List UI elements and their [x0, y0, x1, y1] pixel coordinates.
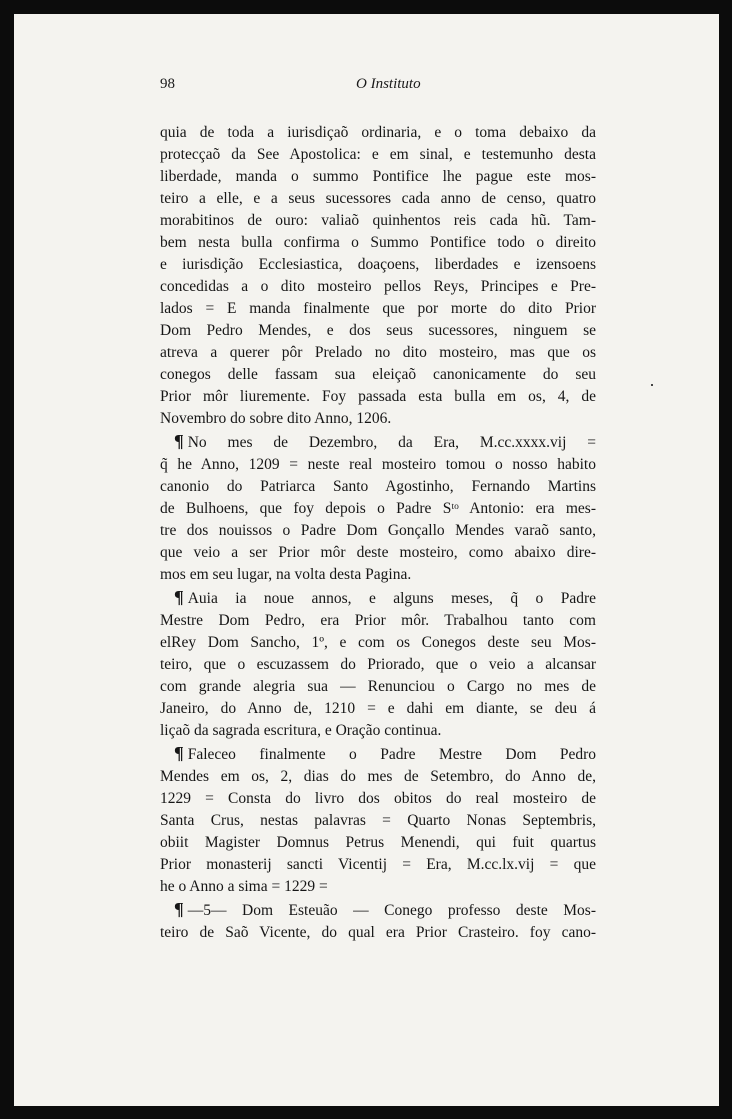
text-line: lados = E manda finalmente que por morte do dito Prior [160, 300, 596, 317]
text-line: Mendes em os, 2, dias do mes de Setembro, do Anno de, [160, 768, 596, 785]
pilcrow-icon: ¶ [174, 899, 184, 919]
text-line-content: Auia ia noue annos, e alguns meses, q̃ o Padre [187, 590, 596, 607]
paragraph [160, 586, 596, 742]
text-line: e iurisdição Ecclesiastica, doaçoens, liberdades e izensoens [160, 256, 596, 273]
running-head [160, 76, 580, 100]
text-line: tre dos nouissos o Padre Dom Gonçallo Mendes varaõ santo, [160, 522, 596, 539]
text-line: he o Anno a sima = 1229 = [160, 878, 328, 895]
text-line: teiro a elle, e a seus sucessores cada anno de censo, quatro [160, 190, 596, 207]
text-line: Dom Pedro Mendes, e dos seus sucessores, ninguem se [160, 322, 596, 339]
paragraph [160, 122, 596, 430]
text-line: q̃ he Anno, 1209 = neste real mosteiro tomou o nosso habito [160, 456, 596, 473]
text-line: atreva a querer pôr Prelado no dito mosteiro, mas que os [160, 344, 596, 361]
text-line [160, 742, 596, 766]
text-line [160, 898, 596, 922]
text-line: obiit Magister Domnus Petrus Menendi, qui fuit quartus [160, 834, 596, 851]
text-line: Janeiro, do Anno de, 1210 = e dahi em diante, se deu á [160, 700, 596, 717]
text-line: de Bulhoens, que foy depois o Padre Sᵗᵒ Antonio: era mes- [160, 500, 596, 517]
text-line: liberdade, manda o summo Pontifice lhe pague este mos- [160, 168, 596, 185]
text-line: Novembro do sobre dito Anno, 1206. [160, 410, 392, 427]
text-line: com grande alegria sua — Renunciou o Cargo no mes de [160, 678, 596, 695]
text-line-content: No mes de Dezembro, da Era, M.cc.xxxx.vij = [187, 434, 596, 451]
text-line: Santa Crus, nestas palavras = Quarto Nonas Septembris, [160, 812, 596, 829]
text-line-content: Faleceo finalmente o Padre Mestre Dom Pedro [187, 746, 596, 763]
text-line: teiro, que o escuzassem do Priorado, que o veio a alcansar [160, 656, 596, 673]
page-number: 98 [160, 76, 175, 92]
pilcrow-icon: ¶ [174, 743, 184, 763]
print-speck [651, 384, 653, 386]
text-line: Prior monasterij sancti Vicentij = Era, M.cc.lx.vij = que [160, 856, 596, 873]
text-line [160, 586, 596, 610]
text-line: Mestre Dom Pedro, era Prior môr. Trabalhou tanto com [160, 612, 596, 629]
book-page [14, 14, 719, 1106]
text-line: liçaõ da sagrada escritura, e Oração continua. [160, 722, 442, 739]
text-line: que veio a ser Prior môr deste mosteiro, como abaixo dire- [160, 544, 596, 561]
text-line: mos em seu lugar, na volta desta Pagina. [160, 566, 412, 583]
text-line: morabitinos de ouro: valiaõ quinhentos reis cada hũ. Tam- [160, 212, 596, 229]
paragraph [160, 898, 596, 944]
text-line-content: —5— Dom Esteuão — Conego professo deste Mos- [187, 902, 596, 919]
body-text [160, 122, 596, 944]
paragraph [160, 742, 596, 898]
text-line: conegos delle fassam sua eleiçaõ canonicamente do seu [160, 366, 596, 383]
text-line: quia de toda a iurisdiçaõ ordinaria, e o toma debaixo da [160, 124, 596, 141]
text-line: canonio do Patriarca Santo Agostinho, Fernando Martins [160, 478, 596, 495]
text-line: bem nesta bulla confirma o Summo Pontifice todo o direito [160, 234, 596, 251]
text-line: protecçaõ da See Apostolica: e em sinal, e testemunho desta [160, 146, 596, 163]
paragraph [160, 430, 596, 586]
text-line: 1229 = Consta do livro dos obitos do real mosteiro de [160, 790, 596, 807]
text-line: teiro de Saõ Vicente, do qual era Prior Crasteiro. foy cano- [160, 924, 596, 941]
text-line: elRey Dom Sancho, 1º, e com os Conegos deste seu Mos- [160, 634, 596, 651]
text-line [160, 430, 596, 454]
text-line: Prior môr liuremente. Foy passada esta bulla em os, 4, de [160, 388, 596, 405]
pilcrow-icon: ¶ [174, 431, 184, 451]
text-line: concedidas a o dito mosteiro pellos Reys, Principes e Pre- [160, 278, 596, 295]
pilcrow-icon: ¶ [174, 587, 184, 607]
running-title: O Instituto [356, 76, 421, 92]
